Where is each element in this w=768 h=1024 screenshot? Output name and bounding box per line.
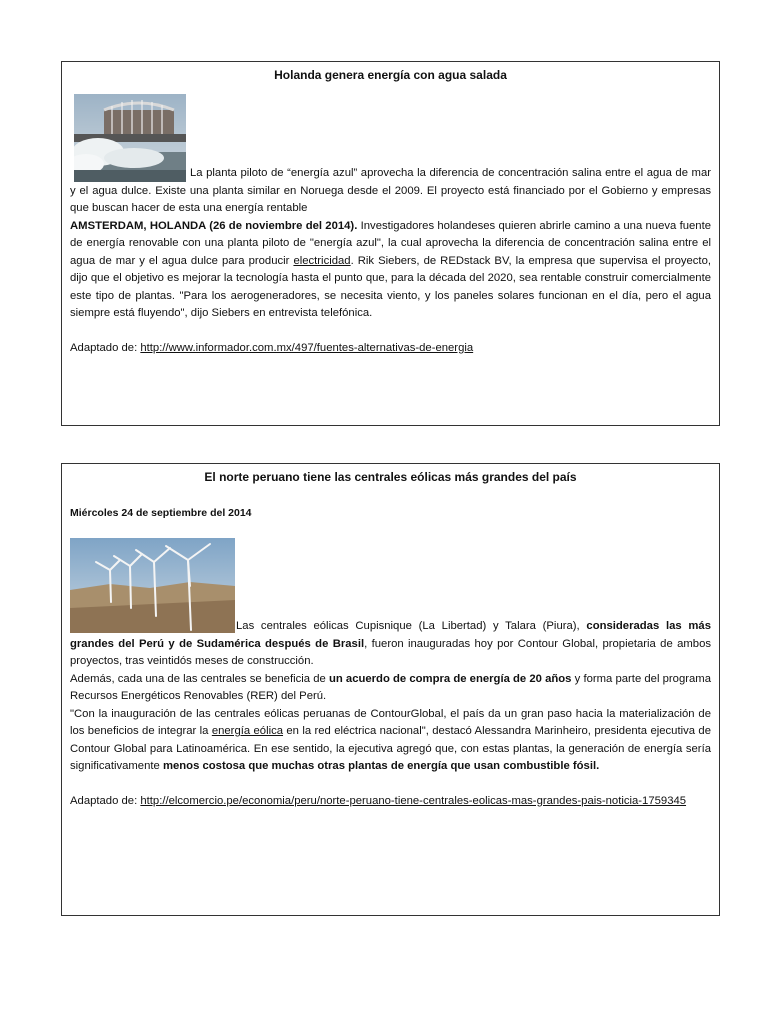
link-energia-eolica[interactable]: energía eólica [211,725,284,737]
source-line [70,340,711,358]
article-title: Holanda genera energía con agua salada [274,68,507,82]
paragraph-3-text: "Con la inauguración de las centrales eólicas peruanas de ContourGlobal, el país da un gran paso hacia la materialización de los beneficios de integrar la [70,707,711,737]
source-link[interactable]: http://elcomercio.pe/economia/peru/norte-peruano-tiene-centrales-eolicas-mas-grandes-pais-noticia-1759345 [140,794,687,807]
article-body [70,618,711,810]
article-date: Miércoles 24 de septiembre del 2014 [70,507,252,519]
article-text-cont: . Rik Siebers, de REDstack BV, la empresa que supervisa el proyecto, dijo que el objetivo es mejorar la tecnología hasta el punto que, para la década del 2020, sea rentable construir comercialmente este tipo de plantas. "Para los aerogeneradores, se necesita viento, y los paneles solares funcionan en el día, pero el agua siempre está fluyendo", dijo Siebers en entrevista telefónica. [70,254,711,319]
paragraph-1-text: Las centrales eólicas Cupisnique (La Libertad) y Talara (Piura), [236,620,587,632]
source-label: Adaptado de: [70,341,141,354]
paragraph-2-text: Además, cada una de las centrales se beneficia de [70,672,329,685]
link-electricidad[interactable]: electricidad [293,254,351,267]
source-link[interactable]: http://www.informador.com.mx/497/fuentes-alternativas-de-energia [140,341,474,354]
paragraph-3-bold: menos costosa que muchas otras plantas de energía que usan combustible fósil. [162,760,600,772]
article-lead: La planta piloto de “energía azul” aprovecha la diferencia de concentración salina entre el agua de mar y el agua dulce. Existe una planta similar en Noruega desde el 2009. El proyecto está financiado por el Gobierno y empresas que buscan hacer de esta una energía rentable [70,167,711,214]
article-box-wind [61,463,720,916]
paragraph-3-text-cont: en la red eléctrica nacional", destacó Alessandra Marinheiro, presidenta ejecutiva de Contour Global para Latinoamérica. En ese sentido, la ejecutiva agregó que, con estas plantas, la generación de energía sería significativamente [70,725,711,772]
article-title: El norte peruano tiene las centrales eólicas más grandes del país [204,470,577,484]
source-line [70,793,711,811]
paragraph-1-text-cont: , fueron inauguradas hoy por Contour Global, propietaria de ambos proyectos, tras veintidós meses de construcción. [70,637,712,667]
article-text: Investigadores holandeses quieren abrirle camino a una nueva fuente de energía renovable con una planta piloto de "energía azul", la cual aprovecha la diferencia de concentración salina entre el agua de mar y el agua dulce para producir [70,219,711,267]
article-body [70,165,711,357]
article-box-saltwater [61,61,720,426]
article-dateline: AMSTERDAM, HOLANDA (26 de noviembre del 2014). [70,219,358,232]
paragraph-2-text-cont: y forma parte del programa Recursos Energéticos Renovables (RER) del Perú. [70,672,711,702]
paragraph-2-bold: un acuerdo de compra de energía de 20 años [328,672,572,685]
source-label: Adaptado de: [70,794,141,807]
paragraph-1-bold: consideradas las más grandes del Perú y de Sudamérica después de Brasil [70,620,711,650]
